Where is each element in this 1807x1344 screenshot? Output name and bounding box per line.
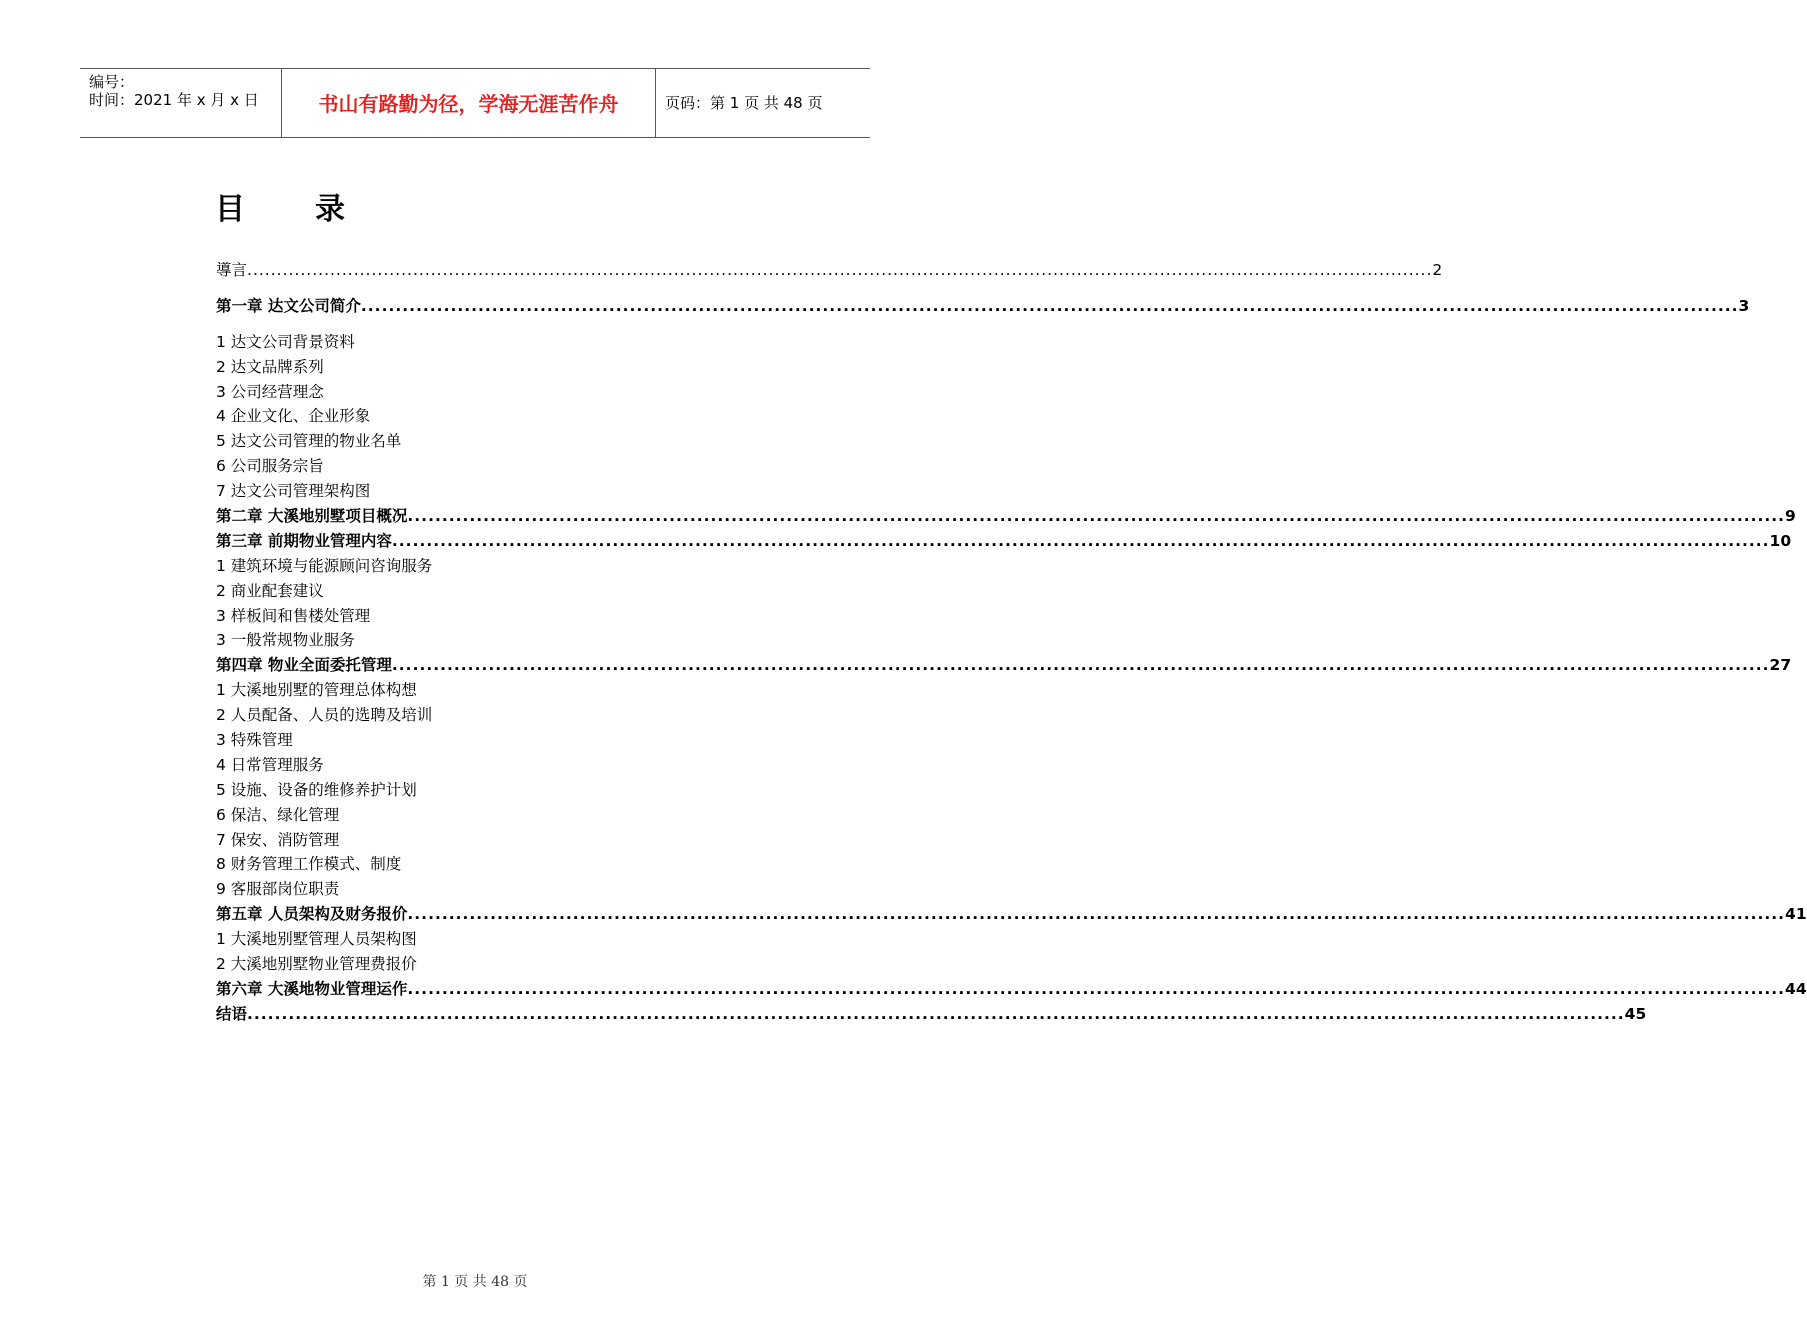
toc-page-number: 45 xyxy=(1624,1004,1647,1023)
toc-dot-leader: ........................................................................................................................................................................................................ xyxy=(247,261,1433,279)
toc-entry-title: 第三章 前期物业管理内容 xyxy=(216,531,392,550)
toc-entry-title: 1 大溪地别墅的管理总体构想 xyxy=(216,681,417,700)
toc-entry-title: 6 保洁、绿化管理 xyxy=(216,805,340,824)
toc-entry[interactable] xyxy=(216,579,736,604)
header-left-cell xyxy=(80,69,281,137)
toc-entry[interactable] xyxy=(216,977,1807,1002)
toc-entry[interactable] xyxy=(216,294,1750,319)
toc-entry[interactable] xyxy=(216,1002,1647,1027)
toc-entry-title: 9 客服部岗位职责 xyxy=(216,880,340,899)
toc-entry-title: 導言 xyxy=(216,261,248,279)
toc-entry-title: 5 设施、设备的维修养护计划 xyxy=(216,780,417,799)
motto-text: 书山有路勤为径，学海无涯苦作舟 xyxy=(318,92,619,116)
toc-page-number: 10 xyxy=(1769,531,1792,550)
toc-entry[interactable] xyxy=(216,429,736,454)
toc-entry[interactable] xyxy=(216,803,736,828)
toc-page-number: 2 xyxy=(1432,261,1443,279)
toc-page-number: 27 xyxy=(1769,656,1792,675)
toc-entry-title: 3 样板间和售楼处管理 xyxy=(216,606,371,625)
toc-dot-leader: ........................................................................................................................................................................................................ xyxy=(407,507,1786,526)
toc-entry[interactable] xyxy=(216,404,736,429)
toc-entry[interactable] xyxy=(216,355,736,380)
toc-entry-title: 8 财务管理工作模式、制度 xyxy=(216,855,402,874)
toc-entry-title: 5 达文公司管理的物业名单 xyxy=(216,432,402,451)
page-title xyxy=(215,190,345,230)
toc-entry-title: 3 特殊管理 xyxy=(216,731,293,750)
toc-entry[interactable] xyxy=(216,330,736,355)
toc-entry-title: 1 建筑环境与能源顾问咨询服务 xyxy=(216,556,433,575)
toc-entry[interactable] xyxy=(216,952,736,977)
page-footer: 第 1 页 共 48 页 xyxy=(422,1274,528,1290)
toc-entry-title: 2 达文品牌系列 xyxy=(216,357,324,376)
time-label: 时间：2021 年 x 月 x 日 xyxy=(89,91,259,109)
toc-dot-leader: ........................................................................................................................................................................................................ xyxy=(407,905,1786,924)
header-center-cell xyxy=(281,69,656,137)
toc-entry[interactable] xyxy=(216,678,736,703)
toc-entry[interactable] xyxy=(216,479,736,504)
toc-entry[interactable] xyxy=(216,554,736,579)
toc-entry[interactable] xyxy=(216,728,736,753)
toc-entry[interactable] xyxy=(216,902,1807,927)
document-header xyxy=(80,68,870,138)
toc-entry-title: 1 达文公司背景资料 xyxy=(216,332,355,351)
toc-dot-leader: ........................................................................................................................................................................................................ xyxy=(391,656,1770,675)
toc-dot-leader: ........................................................................................................................................................................................................ xyxy=(360,296,1739,315)
toc-entry[interactable] xyxy=(216,454,736,479)
page-info: 页码：第 1 页 共 48 页 xyxy=(665,94,823,112)
toc-entry-title: 结语 xyxy=(216,1004,248,1023)
toc-entry[interactable] xyxy=(216,380,736,405)
toc-entry-title: 第二章 大溪地别墅项目概况 xyxy=(216,507,408,526)
toc-entry[interactable] xyxy=(216,604,736,629)
toc-entry[interactable] xyxy=(216,504,1796,529)
toc-entry[interactable] xyxy=(216,877,736,902)
table-of-contents xyxy=(216,258,1807,1027)
toc-entry-title: 第六章 大溪地物业管理运作 xyxy=(216,979,408,998)
toc-entry-title: 7 保安、消防管理 xyxy=(216,830,340,849)
toc-entry[interactable] xyxy=(216,529,1792,554)
toc-page-number: 9 xyxy=(1785,507,1796,526)
toc-entry-title: 第五章 人员架构及财务报价 xyxy=(216,905,408,924)
toc-entry-title: 7 达文公司管理架构图 xyxy=(216,482,371,501)
toc-entry[interactable] xyxy=(216,927,736,952)
toc-entry-title: 3 公司经营理念 xyxy=(216,382,324,401)
toc-entry-title: 6 公司服务宗旨 xyxy=(216,457,324,476)
toc-entry[interactable] xyxy=(216,258,1443,283)
title-char-1: 目 xyxy=(215,192,245,227)
toc-entry[interactable] xyxy=(216,653,1792,678)
toc-dot-leader: ........................................................................................................................................................................................................ xyxy=(391,531,1770,550)
toc-entry[interactable] xyxy=(216,828,736,853)
toc-entry-title: 2 大溪地别墅物业管理费报价 xyxy=(216,955,417,974)
toc-entry-title: 2 人员配备、人员的选聘及培训 xyxy=(216,706,433,725)
toc-dot-leader: ........................................................................................................................................................................................................ xyxy=(407,979,1786,998)
toc-entry[interactable] xyxy=(216,852,736,877)
toc-entry[interactable] xyxy=(216,628,736,653)
toc-entry-title: 第一章 达文公司简介 xyxy=(216,296,361,315)
toc-dot-leader: ........................................................................................................................................................................................................ xyxy=(247,1004,1625,1023)
toc-entry-title: 4 企业文化、企业形象 xyxy=(216,407,371,426)
header-right-cell xyxy=(656,69,870,137)
toc-entry-title: 2 商业配套建议 xyxy=(216,581,324,600)
toc-entry[interactable] xyxy=(216,778,736,803)
toc-entry-title: 第四章 物业全面委托管理 xyxy=(216,656,392,675)
toc-entry-title: 4 日常管理服务 xyxy=(216,755,324,774)
toc-page-number: 3 xyxy=(1738,296,1750,315)
toc-page-number: 41 xyxy=(1785,905,1807,924)
toc-page-number: 44 xyxy=(1785,979,1807,998)
toc-entry[interactable] xyxy=(216,753,736,778)
title-char-2: 录 xyxy=(315,192,345,227)
toc-entry[interactable] xyxy=(216,703,736,728)
toc-entry-title: 3 一般常规物业服务 xyxy=(216,631,355,650)
toc-entry-title: 1 大溪地别墅管理人员架构图 xyxy=(216,930,417,949)
number-label: 编号： xyxy=(89,73,135,91)
